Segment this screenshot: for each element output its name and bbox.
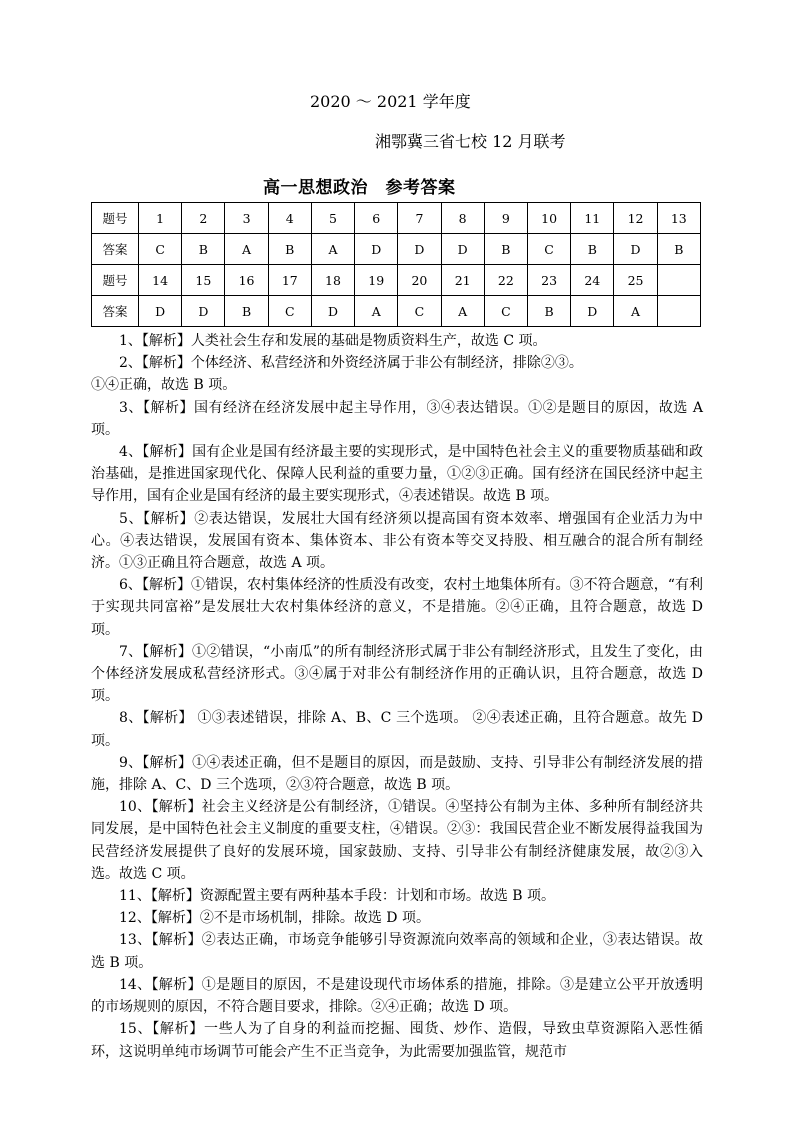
explanation-paragraph: 3、【解析】国有经济在经济发展中起主导作用，③④表达错误。①②是题目的原因，故选 A 项。 xyxy=(91,399,703,438)
explanation-paragraph: 4、【解析】国有企业是国有经济最主要的实现形式，是中国特色社会主义的重要物质基础和政治基础，是推进国家现代化、保障人民利益的重要力量，①②③正确。国有经济在国民经济中起主导作用，国有企业是国有经济的最主要实现形式，④表述错误。故选 B 项。 xyxy=(91,444,703,505)
question-number: 18 xyxy=(311,265,354,296)
explanation-paragraph: 15、【解析】一些人为了自身的利益而挖掘、囤货、炒作、造假，导致虫草资源陷入恶性循环，这说明单纯市场调节可能会产生不正当竞争，为此需要加强监管，规范市 xyxy=(91,1021,703,1060)
question-number: 15 xyxy=(182,265,225,296)
answer-cell: A xyxy=(355,296,398,327)
answer-cell: C xyxy=(139,234,182,265)
question-number: 10 xyxy=(527,203,570,234)
question-number: 7 xyxy=(398,203,441,234)
answer-cell: A xyxy=(441,296,484,327)
question-number: 13 xyxy=(657,203,700,234)
question-number: 1 xyxy=(139,203,182,234)
answer-cell: A xyxy=(614,296,657,327)
answer-cell: D xyxy=(441,234,484,265)
answer-cell: C xyxy=(398,296,441,327)
question-number: 11 xyxy=(571,203,614,234)
answer-cell: D xyxy=(398,234,441,265)
row-label: 答案 xyxy=(92,296,139,327)
answer-cell: C xyxy=(484,296,527,327)
answer-cell: D xyxy=(139,296,182,327)
answer-cell: B xyxy=(571,234,614,265)
answer-cell xyxy=(657,296,700,327)
question-number xyxy=(657,265,700,296)
answer-cell: D xyxy=(614,234,657,265)
answer-cell: B xyxy=(484,234,527,265)
question-number: 17 xyxy=(268,265,311,296)
question-number: 20 xyxy=(398,265,441,296)
answer-cell: D xyxy=(311,296,354,327)
question-number: 6 xyxy=(355,203,398,234)
row-label: 题号 xyxy=(92,203,139,234)
answer-table-row xyxy=(92,296,701,327)
explanation-paragraph: 12、【解析】②不是市场机制，排除。故选 D 项。 xyxy=(119,910,430,927)
answer-cell: A xyxy=(311,234,354,265)
explanation-paragraph: 14、【解析】①是题目的原因，不是建设现代市场体系的措施，排除。③是建立公平开放透明的市场规则的原因，不符合题目要求，排除。②④正确；故选 D 项。 xyxy=(91,976,703,1016)
explanation-paragraph: ①④正确，故选 B 项。 xyxy=(91,377,237,394)
answer-cell: B xyxy=(527,296,570,327)
explanation-paragraph: 8、【解析】 ①③表述错误，排除 A、B、C 三个选项。 ②④表述正确，且符合题意。故先 D 项。 xyxy=(91,710,703,749)
explanation-paragraph: 1、【解析】人类社会生存和发展的基础是物质资料生产，故选 C 项。 xyxy=(119,333,547,349)
question-number: 23 xyxy=(527,265,570,296)
answer-cell: B xyxy=(182,234,225,265)
explanation-paragraph: 10、【解析】社会主义经济是公有制经济，①错误。④坚持公有制为主体、多种所有制经济共同发展，是中国特色社会主义制度的重要支柱，④错误。②③：我国民营企业不断发展得益我国为民营经济发展提供了良好的发展环境，国家鼓励、支持、引导非公有制经济健康发展，故②③入选。故选 C 项。 xyxy=(91,799,703,882)
answer-cell: B xyxy=(268,234,311,265)
explanation-paragraph: 11、【解析】资源配置主要有两种基本手段：计划和市场。故选 B 项。 xyxy=(119,888,556,905)
explanation-paragraph: 7、【解析】①②错误，“小南瓜”的所有制经济形式属于非公有制经济形式，且发生了变化，由个体经济发展成私营经济形式。③④属于对非公有制经济作用的正确认识，且符合题意，故选 D 项。 xyxy=(91,643,703,705)
question-number: 24 xyxy=(571,265,614,296)
school-year: 2020 ～ 2021 学年度 xyxy=(310,92,471,111)
answer-cell: B xyxy=(225,296,268,327)
row-label: 题号 xyxy=(92,265,139,296)
explanation-paragraph: 2、【解析】个体经济、私营经济和外资经济属于非公有制经济，排除②③。 xyxy=(119,355,583,372)
page-title: 高一思想政治 参考答案 xyxy=(263,178,456,198)
answer-cell: D xyxy=(182,296,225,327)
answer-table-row xyxy=(92,203,701,234)
question-number: 2 xyxy=(182,203,225,234)
question-number: 22 xyxy=(484,265,527,296)
question-number: 19 xyxy=(355,265,398,296)
exam-name: 湘鄂冀三省七校 12 月联考 xyxy=(375,132,566,151)
question-number: 4 xyxy=(268,203,311,234)
row-label: 答案 xyxy=(92,234,139,265)
answer-cell: D xyxy=(571,296,614,327)
explanations xyxy=(91,330,703,1063)
question-number: 3 xyxy=(225,203,268,234)
explanation-paragraph: 5、【解析】②表达错误，发展壮大国有经济须以提高国有资本效率、增强国有企业活力为中心。④表达错误，发展国有资本、集体资本、非公有资本等交叉持股、相互融合的混合所有制经济。①③正确且符合题意，故选 A 项。 xyxy=(91,510,703,572)
question-number: 9 xyxy=(484,203,527,234)
explanation-paragraph: 9、【解析】①④表述正确，但不是题目的原因，而是鼓励、支持、引导非公有制经济发展的措施，排除 A、C、D 三个选项，②③符合题意，故选 B 项。 xyxy=(91,754,703,794)
answer-cell: D xyxy=(355,234,398,265)
answer-cell: B xyxy=(657,234,700,265)
question-number: 16 xyxy=(225,265,268,296)
answer-cell: A xyxy=(225,234,268,265)
answer-table xyxy=(91,202,701,327)
answer-table-row xyxy=(92,265,701,296)
question-number: 8 xyxy=(441,203,484,234)
answer-cell: C xyxy=(268,296,311,327)
answer-table-row xyxy=(92,234,701,265)
question-number: 21 xyxy=(441,265,484,296)
question-number: 14 xyxy=(139,265,182,296)
question-number: 12 xyxy=(614,203,657,234)
explanation-paragraph: 13、【解析】②表达正确，市场竞争能够引导资源流向效率高的领域和企业，③表达错误。故选 B 项。 xyxy=(91,932,703,971)
explanation-paragraph: 6、【解析】①错误，农村集体经济的性质没有改变，农村土地集体所有。③不符合题意，“有利于实现共同富裕”是发展壮大农村集体经济的意义，不是措施。②④正确，且符合题意，故选 D 项。 xyxy=(91,577,703,638)
question-number: 25 xyxy=(614,265,657,296)
answer-cell: C xyxy=(527,234,570,265)
question-number: 5 xyxy=(311,203,354,234)
